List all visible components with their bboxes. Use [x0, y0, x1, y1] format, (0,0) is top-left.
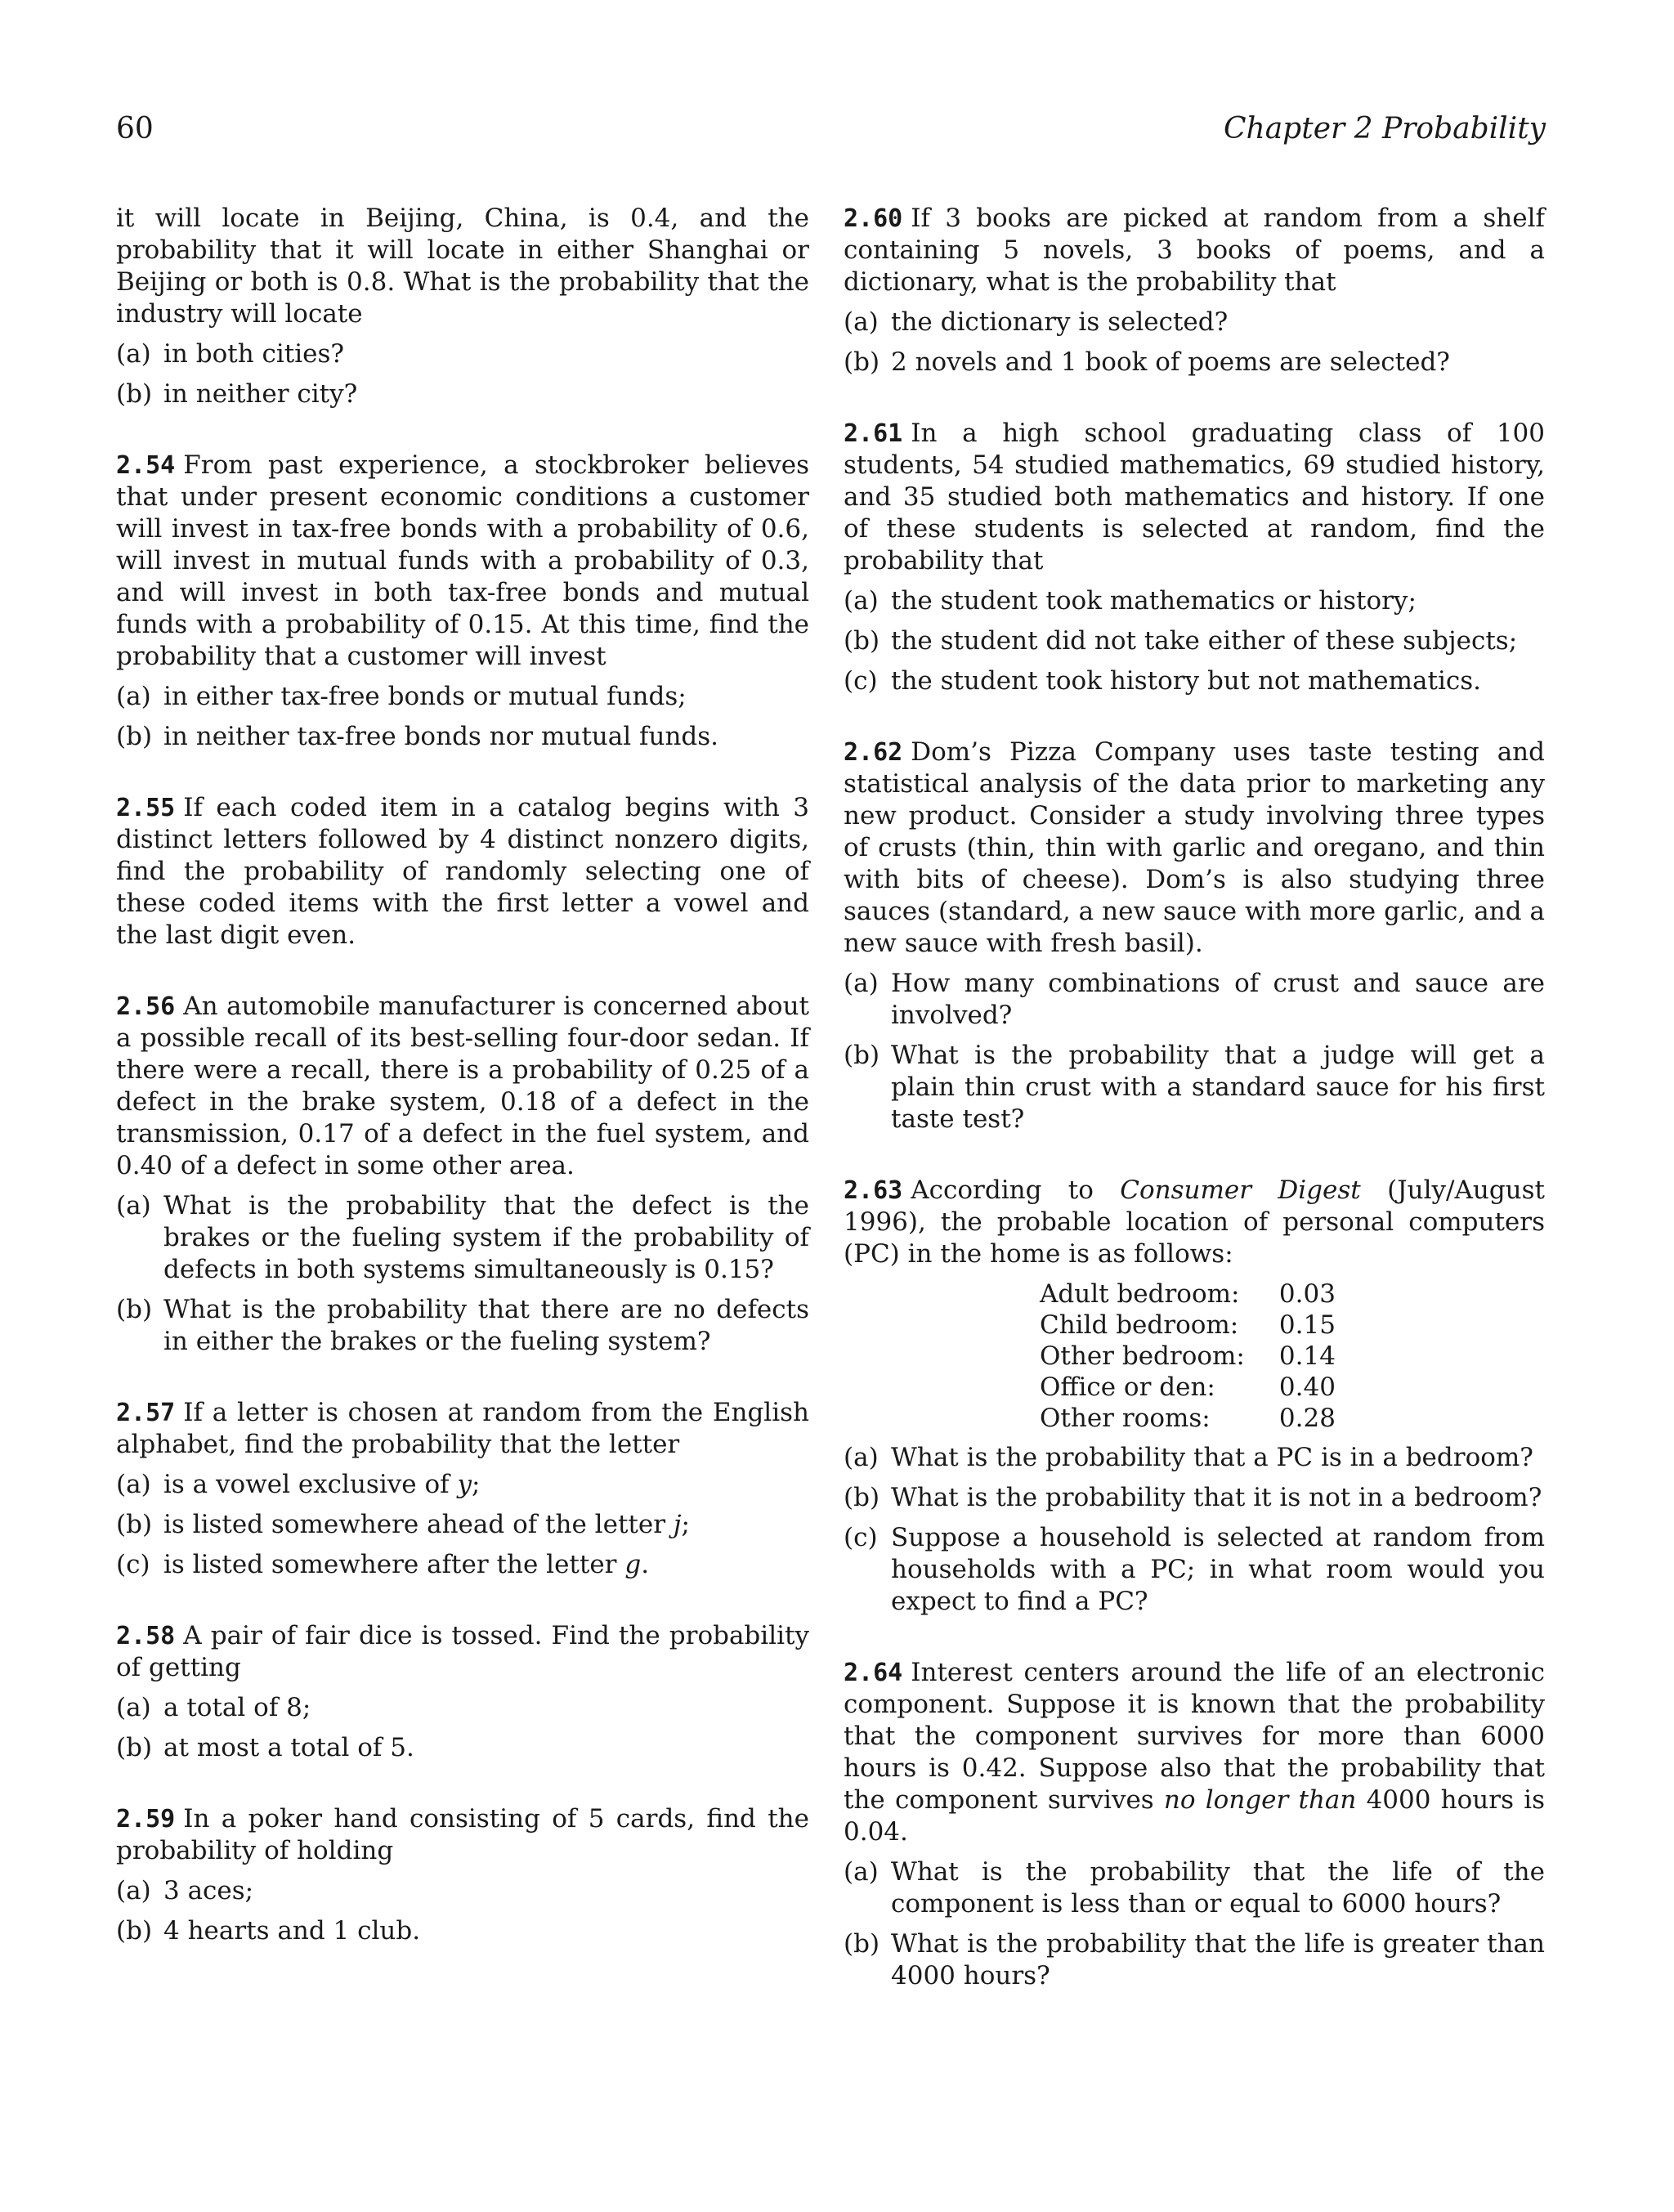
part-b: [116, 1732, 809, 1764]
part-text: What is the probability that there are no defects in either the brakes or the fueling system?: [163, 1295, 809, 1356]
part-label: (b): [844, 1041, 880, 1070]
part-a: [844, 307, 1545, 338]
problem-text: it will locate in Beijing, China, is 0.4, and the probability that it will locate in either Shanghai or Beijing or both is 0.8. What is the probability that the industry will locate: [116, 204, 809, 329]
part-label: (b): [116, 1916, 153, 1946]
part-a: [844, 968, 1545, 1032]
part-text: 3 aces;: [163, 1876, 254, 1905]
part-text: What is the probability that the life of the component is less than or equal to 6000 hours?: [891, 1857, 1545, 1919]
problem-text: [116, 450, 809, 673]
part-label: (b): [116, 379, 153, 409]
math-variable: j: [673, 1510, 682, 1539]
part-text: the dictionary is selected?: [891, 307, 1229, 337]
part-text: What is the probability that it is not in a bedroom?: [891, 1483, 1542, 1512]
problem-body: 4000 hours is 0.04.: [844, 1785, 1545, 1847]
problem-2-61: [844, 418, 1545, 697]
part-label: (b): [844, 626, 880, 656]
part-a: [844, 585, 1545, 617]
probability-cell: 0.28: [1278, 1404, 1336, 1433]
problem-number: 2.56: [116, 992, 176, 1021]
problem-2-59: [116, 1803, 809, 1947]
problem-text: [116, 1803, 809, 1867]
table-row: [1040, 1341, 1336, 1372]
part-b: [116, 1509, 809, 1541]
left-column: [116, 203, 809, 1986]
punctuation: .: [641, 1550, 650, 1579]
math-variable: g: [624, 1550, 642, 1579]
part-label: (a): [116, 1470, 151, 1499]
problem-number: 2.64: [844, 1659, 903, 1687]
table-row: [1040, 1310, 1336, 1341]
part-a: [116, 1875, 809, 1907]
part-label: (a): [844, 1857, 879, 1887]
problem-number: 2.62: [844, 738, 903, 767]
part-text: is listed somewhere after the letter: [163, 1550, 625, 1579]
problem-body: (July/August 1996), the probable location of personal computers (PC) in the home is as follows:: [844, 1175, 1545, 1269]
problem-number: 2.61: [844, 419, 903, 448]
part-text: What is the probability that a judge will get a plain thin crust with a standard sauce for his first taste test?: [891, 1041, 1545, 1134]
part-c: [116, 1549, 809, 1581]
running-head: Chapter 2 Probability: [1223, 112, 1546, 146]
part-a: [844, 1856, 1545, 1920]
problem-body: An automobile manufacturer is concerned about a possible recall of its best-selling four-door sedan. If there were a recall, there is a probability of 0.25 of a defect in the brake system, 0.18 of a defect in the transmission, 0.17 of a defect in the fuel system, and 0.40 of a defect in some other area.: [116, 992, 809, 1180]
part-b: [116, 1294, 809, 1358]
part-b: [116, 378, 809, 410]
part-text: the student took history but not mathematics.: [891, 666, 1482, 696]
room-cell: Other rooms:: [1040, 1404, 1211, 1433]
part-a: [844, 1442, 1545, 1474]
part-b: [844, 1040, 1545, 1135]
problem-2-58: [116, 1620, 809, 1764]
table-row: [1040, 1403, 1336, 1434]
page-number: 60: [116, 112, 154, 146]
publication-title: Consumer Digest: [1120, 1175, 1361, 1205]
part-label: (a): [116, 1191, 151, 1220]
part-text: Suppose a household is selected at random from households with a PC; in what room would you expect to find a PC?: [891, 1523, 1545, 1616]
problem-body: According to: [911, 1175, 1121, 1205]
part-label: (b): [116, 1295, 153, 1324]
part-label: (c): [844, 666, 878, 696]
table-row: [1040, 1278, 1336, 1310]
problem-2-60: [844, 203, 1545, 378]
part-text: in neither tax-free bonds nor mutual funds.: [163, 722, 719, 751]
part-label: (a): [844, 969, 879, 998]
room-cell: Office or den:: [1040, 1372, 1215, 1402]
part-b: [844, 1482, 1545, 1514]
part-text: at most a total of 5.: [163, 1733, 414, 1762]
part-text: in either tax-free bonds or mutual funds;: [163, 682, 687, 711]
part-text: 2 novels and 1 book of poems are selected?: [891, 347, 1450, 377]
problem-continued: [116, 203, 809, 410]
part-label: (b): [116, 722, 153, 751]
probability-cell: 0.15: [1278, 1310, 1336, 1340]
part-a: [116, 1692, 809, 1724]
punctuation: ;: [681, 1510, 690, 1539]
part-text: in both cities?: [163, 339, 345, 369]
part-text: 4 hearts and 1 club.: [163, 1916, 421, 1946]
room-cell: Child bedroom:: [1040, 1310, 1239, 1340]
problem-body: From past experience, a stockbroker believes that under present economic conditions a customer will invest in tax-free bonds with a probability of 0.6, will invest in mutual funds with a probability of 0.3, and will invest in both tax-free bonds and mutual funds with a probability of 0.15. At this time, find the probability that a customer will invest: [116, 450, 809, 671]
problem-number: 2.60: [844, 204, 903, 233]
problem-text: [844, 203, 1545, 298]
part-text: in neither city?: [163, 379, 358, 409]
problem-body: If each coded item in a catalog begins with 3 distinct letters followed by 4 distinct nonzero digits, find the probability of randomly selecting one of these coded items with the first letter a vowel and the last digit even.: [116, 793, 809, 950]
part-b: [844, 1928, 1545, 1992]
part-c: [844, 665, 1545, 697]
problem-2-55: [116, 792, 809, 952]
part-text: is listed somewhere ahead of the letter: [163, 1510, 674, 1539]
problem-text: [116, 1397, 809, 1461]
problem-text: [844, 418, 1545, 577]
part-label: (b): [844, 347, 880, 377]
part-label: (a): [116, 682, 151, 711]
problem-text: [116, 991, 809, 1182]
problem-2-63: [844, 1175, 1545, 1618]
problem-2-54: [116, 450, 809, 753]
part-text: What is the probability that the life is greater than 4000 hours?: [891, 1929, 1545, 1990]
part-label: (a): [116, 1693, 151, 1722]
part-label: (b): [116, 1510, 153, 1539]
problem-body: Dom’s Pizza Company uses taste testing and statistical analysis of the data prior to marketing any new product. Consider a study involving three types of crusts (thin, thin with garlic and oregano, and thin with bits of cheese). Dom’s is also studying three sauces (standard, a new sauce with more garlic, and a new sauce with fresh basil).: [844, 737, 1545, 958]
punctuation: ;: [471, 1470, 481, 1499]
probability-cell: 0.40: [1278, 1372, 1336, 1402]
part-text: is a vowel exclusive of: [163, 1470, 458, 1499]
problem-text: [844, 1175, 1545, 1270]
part-label: (a): [116, 339, 151, 369]
problem-number: 2.58: [116, 1622, 176, 1650]
part-b: [116, 1915, 809, 1947]
problem-2-56: [116, 991, 809, 1358]
part-label: (a): [844, 307, 879, 337]
location-probability-table: [1040, 1278, 1336, 1434]
part-label: (b): [116, 1733, 153, 1762]
problem-2-64: [844, 1657, 1545, 1992]
room-cell: Other bedroom:: [1040, 1341, 1245, 1371]
part-c: [844, 1522, 1545, 1618]
probability-cell: 0.03: [1278, 1279, 1336, 1309]
problem-number: 2.63: [844, 1176, 903, 1205]
part-label: (a): [844, 586, 879, 616]
problem-body: In a high school graduating class of 100 students, 54 studied mathematics, 69 studied history, and 35 studied both mathematics and history. If one of these students is selected at random, find the probability that: [844, 419, 1545, 575]
problem-body: A pair of fair dice is tossed. Find the probability of getting: [116, 1621, 809, 1682]
room-cell: Adult bedroom:: [1040, 1279, 1240, 1309]
problem-2-62: [844, 737, 1545, 1135]
part-text: What is the probability that a PC is in a bedroom?: [891, 1443, 1533, 1472]
part-label: (a): [116, 1876, 151, 1905]
problem-number: 2.57: [116, 1399, 176, 1427]
part-a: [116, 1469, 809, 1501]
part-a: [116, 338, 809, 370]
part-label: (b): [844, 1483, 880, 1512]
part-text: the student did not take either of these subjects;: [891, 626, 1518, 656]
problem-text: [116, 1620, 809, 1684]
part-text: the student took mathematics or history;: [891, 586, 1417, 616]
problem-number: 2.54: [116, 451, 176, 480]
part-b: [844, 625, 1545, 657]
part-label: (a): [844, 1443, 879, 1472]
part-text: What is the probability that the defect is the brakes or the fueling system if the probability of defects in both systems simultaneously is 0.15?: [163, 1191, 809, 1284]
part-b: [116, 721, 809, 753]
part-a: [116, 1190, 809, 1286]
problem-number: 2.59: [116, 1805, 176, 1834]
part-a: [116, 681, 809, 713]
problem-number: 2.55: [116, 794, 176, 822]
part-text: a total of 8;: [163, 1693, 311, 1722]
right-column: [844, 203, 1545, 2031]
math-variable: y: [457, 1470, 472, 1499]
problem-body: Interest centers around the life of an electronic component. Suppose it is known that the probability that the component survives for more than 6000 hours is 0.42. Suppose also that the probability that the component survives: [844, 1658, 1545, 1815]
part-text: How many combinations of crust and sauce are involved?: [891, 969, 1545, 1030]
emphasized-text: no longer than: [1163, 1785, 1357, 1815]
problem-text: [844, 1657, 1545, 1848]
part-label: (b): [844, 1929, 880, 1959]
problem-2-57: [116, 1397, 809, 1581]
probability-cell: 0.14: [1278, 1341, 1336, 1371]
part-b: [844, 347, 1545, 378]
problem-body: If 3 books are picked at random from a shelf containing 5 novels, 3 books of poems, and a dictionary, what is the probability that: [844, 204, 1545, 297]
part-label: (c): [844, 1523, 878, 1552]
part-label: (c): [116, 1550, 150, 1579]
table-row: [1040, 1372, 1336, 1403]
problem-body: If a letter is chosen at random from the English alphabet, find the probability that the letter: [116, 1398, 809, 1459]
problem-text: [116, 792, 809, 952]
problem-body: In a poker hand consisting of 5 cards, find the probability of holding: [116, 1804, 809, 1865]
problem-text: [844, 737, 1545, 960]
